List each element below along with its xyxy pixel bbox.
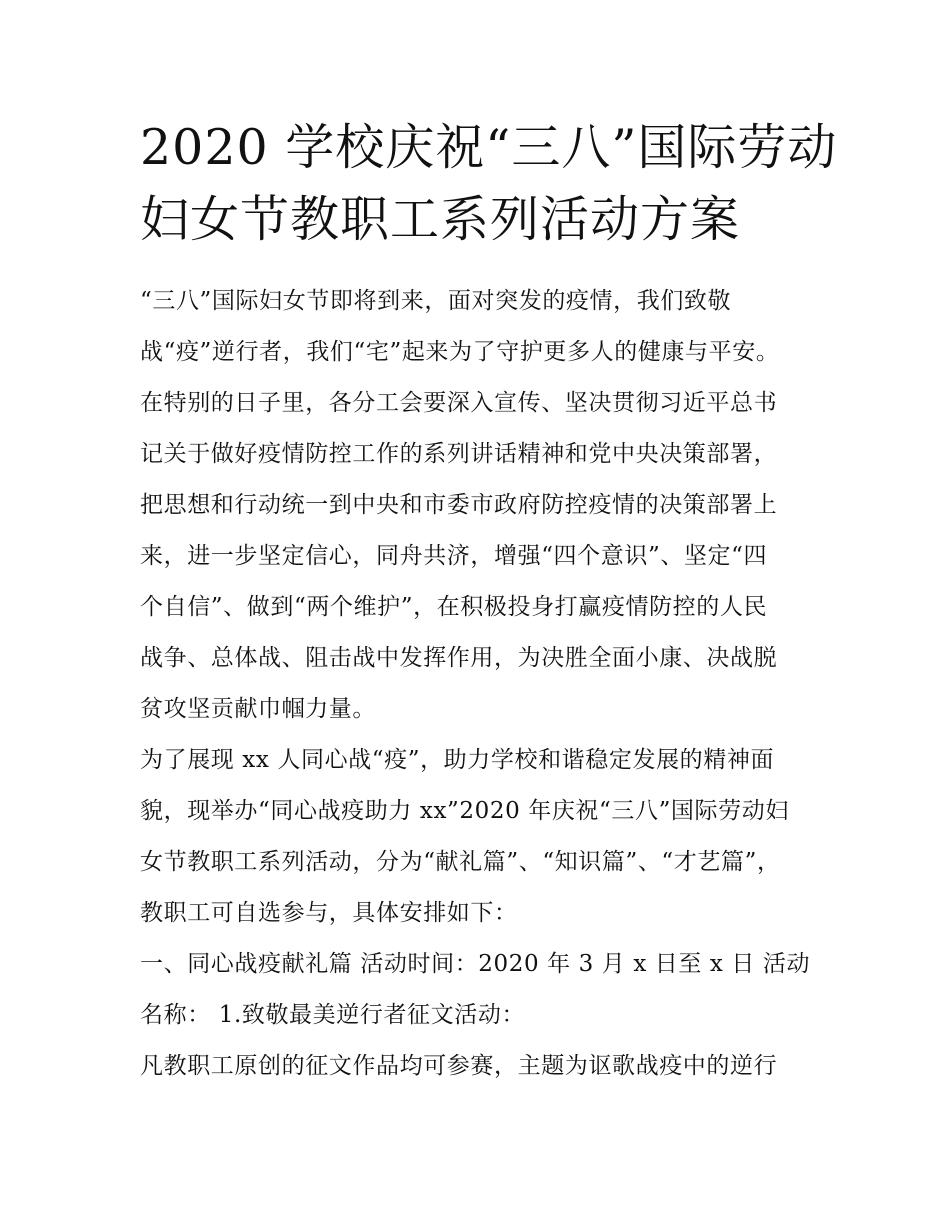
body-line: 来，进一步坚定信心，同舟共济，增强“四个意识”、坚定“四	[140, 543, 768, 569]
body-line: “三八”国际妇女节即将到来，面对突发的疫情，我们致敬	[140, 288, 732, 314]
document-body	[140, 280, 830, 1096]
body-line: 在特别的日子里，各分工会要深入宣传、坚决贯彻习近平总书	[140, 390, 778, 416]
body-line: 凡教职工原创的征文作品均可参赛，主题为讴歌战疫中的逆行	[140, 1053, 778, 1079]
body-line: 个自信”、做到“两个维护”，在积极投身打赢疫情防控的人民	[140, 594, 768, 620]
body-line: 女节教职工系列活动，分为“献礼篇”、“知识篇”、“才艺篇”，	[140, 849, 781, 875]
title-line-1: 2020 学校庆祝“三八”国际劳动	[140, 119, 838, 176]
body-line: 记关于做好疫情防控工作的系列讲话精神和党中央决策部署，	[140, 441, 778, 467]
body-line: 把思想和行动统一到中央和市委市政府防控疫情的决策部署上	[140, 492, 778, 518]
body-line: 战“疫”逆行者，我们“宅”起来为了守护更多人的健康与平安。	[140, 339, 780, 365]
body-line: 貌，现举办“同心战疫助力 xx”2020 年庆祝“三八”国际劳动妇	[140, 798, 789, 824]
body-line: 为了展现 xx 人同心战“疫”，助力学校和谐稳定发展的精神面	[140, 747, 775, 773]
body-line: 名称： 1.致敬最美逆行者征文活动：	[140, 1002, 526, 1028]
body-line: 教职工可自选参与，具体安排如下：	[140, 900, 518, 926]
body-line: 一、同心战疫献礼篇 活动时间：2020 年 3 月 x 日至 x 日 活动	[140, 951, 811, 977]
document-title	[140, 112, 840, 256]
body-line: 贫攻坚贡献巾帼力量。	[140, 696, 376, 722]
body-line: 战争、总体战、阻击战中发挥作用，为决胜全面小康、决战脱	[140, 645, 778, 671]
title-line-2: 妇女节教职工系列活动方案	[140, 191, 741, 248]
